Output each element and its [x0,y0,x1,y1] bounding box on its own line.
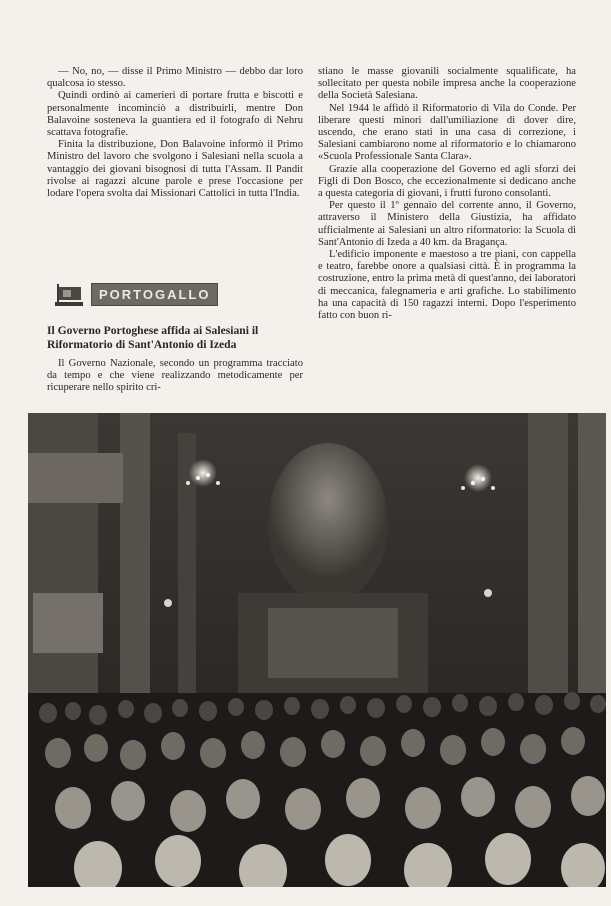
paragraph: L'edificio imponente e maestoso a tre piani, con cappella e teatro, farebbe onore a qualsiasi città. È in programma la costruzione, entro la prima metà di quest'anno, dei laboratori di meccanica, falegnameria e arti grafiche. Lo stabilimento ha una capacità di 150 ragazzi interni. Dopo l'esperimento fatto con buon ri- [318,249,576,322]
paragraph: Grazie alla cooperazione del Governo ed agli sforzi dei Figli di Don Bosco, che eccezionalmente si dedicano anche a questa categoria di giovani, i frutti furono consolanti. [318,163,576,200]
paragraph: stiano le masse giovanili socialmente squalificate, ha sollecitato per questa nobile impresa anche la cooperazione della Società Salesiana. [318,66,576,102]
section-label: PORTOGALLO [91,283,218,306]
section-banner [55,283,218,306]
crowd-in-church-photo [28,413,606,887]
flag-icon [55,284,85,306]
right-column [318,66,576,322]
article-intro: Il Governo Nazionale, secondo un programma tracciato da tempo e che viene realizzando metodicamente per ricuperare nello spirito cri- [47,358,303,394]
paragraph: Finita la distribuzione, Don Balavoine informò il Primo Ministro del lavoro che svolgono i Salesiani nella scuola a vantaggio dei giovani bisognosi di tutta l'Assam. Il Pandit rivolse ai ragazzi alcune parole e prese l'occasione per lodare l'opera svolta dai Missionari Cattolici in tutta l'India. [47,139,303,200]
paragraph: Nel 1944 le affidò il Riformatorio di Vila do Conde. Per liberare questi minori dall'umiliazione di dover dire, uscendo, che erano stati in una casa di correzione, i Salesiani cambiarono nome al riformatorio e lo chiamarono «Scuola Professionale Santa Clara». [318,102,576,163]
paragraph: Quindi ordinò ai camerieri di portare frutta e biscotti e personalmente incominciò a distribuirli, mentre Don Balavoine sosteneva la guantiera ed il fotografo di Nehru scattava fotografie. [47,90,303,139]
left-column [47,66,303,200]
photo-illustration [28,413,606,887]
paragraph: Per questo il 1º gennaio del corrente anno, il Governo, attraverso il Ministero della Giustizia, ha affidato ufficialmente ai Salesiani un altro riformatorio: la Scuola di Sant'Antonio di Izeda a 40 km. da Bragança. [318,200,576,248]
article-title: Il Governo Portoghese affida ai Salesiani il Riformatorio di Sant'Antonio di Izeda [47,324,259,351]
paragraph: — No, no, — disse il Primo Ministro — debbo dar loro qualcosa io stesso. [47,66,303,90]
